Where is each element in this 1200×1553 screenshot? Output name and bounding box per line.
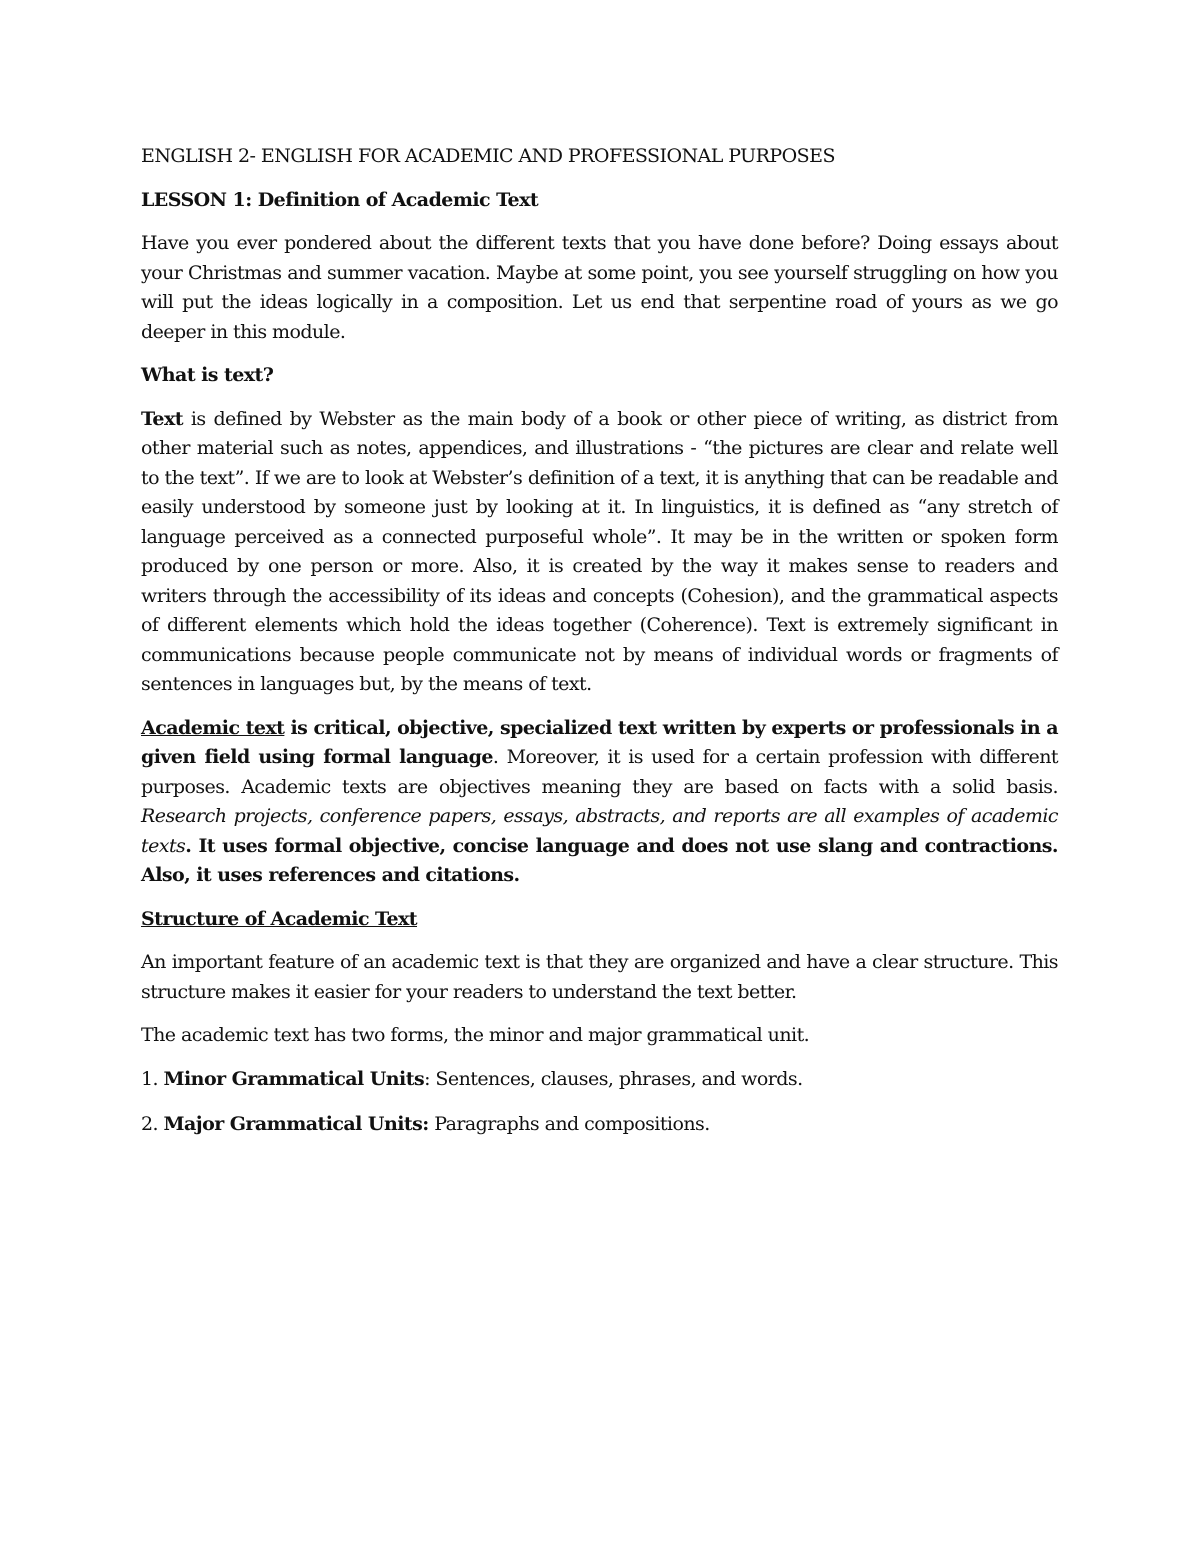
lesson-title xyxy=(141,186,1058,216)
list-item-number: 2. xyxy=(141,1113,164,1135)
text-term: Text xyxy=(141,407,183,430)
text-definition-paragraph xyxy=(141,405,1058,700)
lesson-title-text: LESSON 1: Definition of Academic Text xyxy=(141,188,539,211)
list-item xyxy=(141,1065,1058,1095)
list-item-number: 1. xyxy=(141,1067,164,1090)
intro-paragraph: Have you ever pondered about the different texts that you have done before? Doing essays about your Christmas and summer vacation. Maybe at some point, you see yourself struggling on how you will put the ideas logically in a composition. Let us end that serpentine road of yours as we go deeper in this module. xyxy=(141,232,1058,343)
document-body xyxy=(141,142,1058,1156)
list-item-term: Minor Grammatical Units xyxy=(163,1067,425,1090)
what-is-text-heading xyxy=(141,361,1058,391)
academic-text-closing: . It uses formal objective, concise language and does not use slang and contractions. Also, it uses references and citations. xyxy=(141,834,1058,886)
academic-text-term: Academic text xyxy=(141,716,285,739)
academic-text-bold-definition: is critical, objective, specialized text written by experts or professionals in a given field using formal language xyxy=(141,716,1058,768)
course-title: ENGLISH 2- ENGLISH FOR ACADEMIC AND PROFESSIONAL PURPOSES xyxy=(141,145,835,167)
what-is-text-heading-text: What is text? xyxy=(141,364,274,386)
structure-heading-text: Structure of Academic Text xyxy=(141,907,418,930)
forms-paragraph: The academic text has two forms, the minor and major grammatical unit. xyxy=(141,1024,810,1046)
academic-text-examples: Research projects, conference papers, essays, abstracts, and reports are all examples of academic texts xyxy=(141,805,1058,857)
structure-heading xyxy=(141,905,1058,935)
list-item xyxy=(141,1110,1058,1140)
academic-text-paragraph xyxy=(141,714,1058,891)
academic-text-normal: . Moreover, it is used for a certain profession with different purposes. Academic texts are objectives meaning they are based on facts with a solid basis. xyxy=(141,746,1058,798)
structure-paragraph: An important feature of an academic text is that they are organized and have a clear structure. This structure makes it easier for your readers to understand the text better. xyxy=(141,951,1058,1003)
list-item-term: Major Grammatical Units: xyxy=(163,1113,429,1135)
text-definition-body: is defined by Webster as the main body of a book or other piece of writing, as district from other material such as notes, appendices, and illustrations - “the pictures are clear and relate well to the text”. If we are to look at Webster’s definition of a text, it is anything that can be readable and easily understood by someone just by looking at it. In linguistics, it is defined as “any stretch of language perceived as a connected purposeful whole”. It may be in the written or spoken form produced by one person or more. Also, it is created by the way it makes sense to readers and writers through the accessibility of its ideas and concepts (Cohesion), and the grammatical aspects of different elements which hold the ideas together (Coherence). Text is extremely significant in communications because people communicate not by means of individual words or fragments of sentences in languages but, by the means of text. xyxy=(141,407,1058,695)
list-item-rest: Paragraphs and compositions. xyxy=(428,1113,710,1135)
list-item-rest: : Sentences, clauses, phrases, and words. xyxy=(424,1067,803,1090)
